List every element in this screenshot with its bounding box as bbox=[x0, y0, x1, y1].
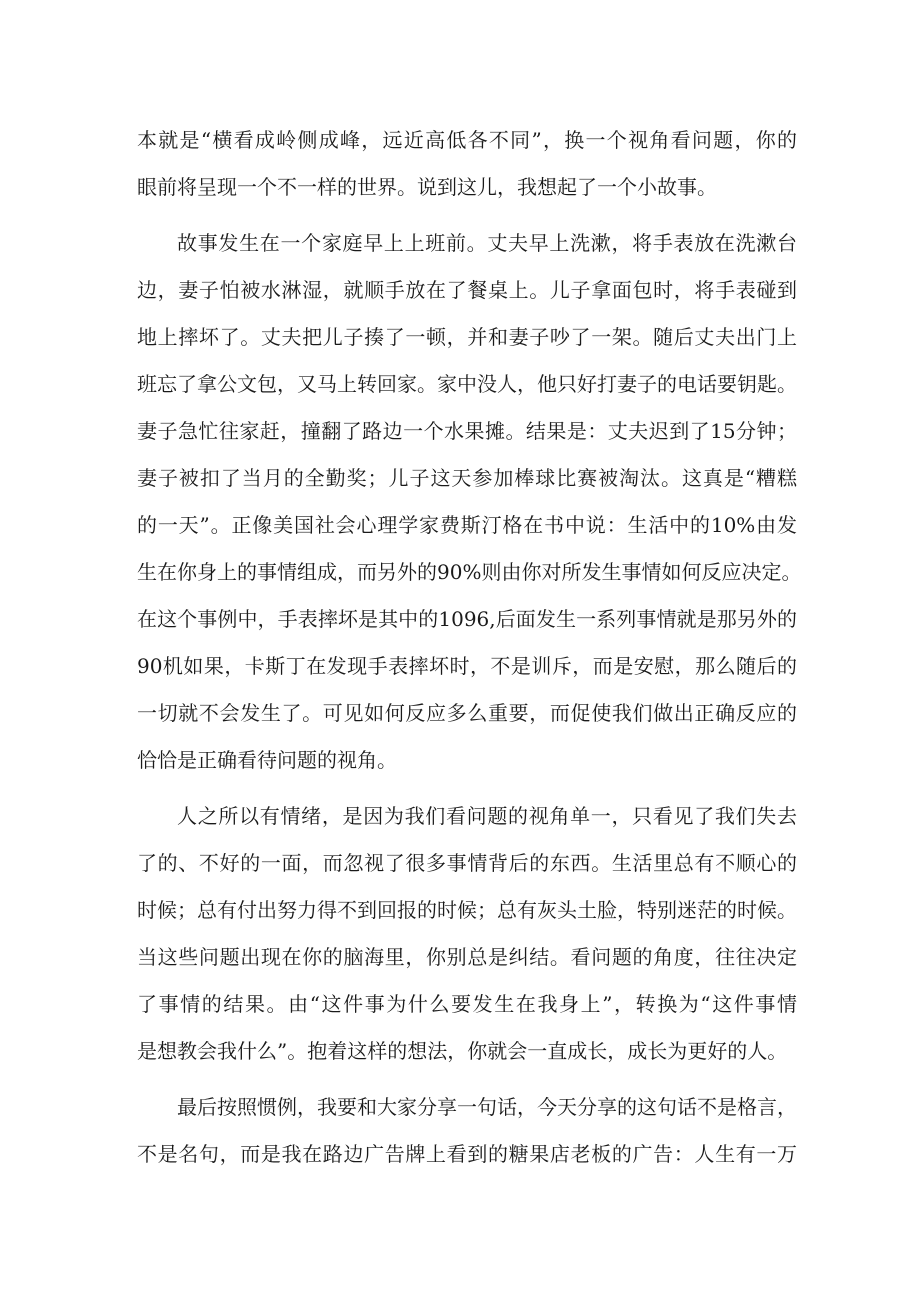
text-line: 地上摔坏了。丈夫把儿子揍了一顿，并和妻子吵了一架。随后丈夫出门上 bbox=[137, 325, 797, 349]
text-line: 是想教会我什么”。抱着这样的想法，你就会一直成长，成长为更好的人。 bbox=[137, 1039, 788, 1063]
text-line: 不是名句，而是我在路边广告牌上看到的糖果店老板的广告：人生有一万 bbox=[137, 1142, 797, 1166]
paragraph bbox=[137, 117, 797, 211]
text-line: 眼前将呈现一个不一样的世界。说到这儿，我想起了一个小故事。 bbox=[137, 175, 717, 199]
text-line: 当这些问题出现在你的脑海里，你别总是纠结。看问题的角度，往往决定 bbox=[137, 945, 797, 969]
text-line: 了事情的结果。由“这件事为什么要发生在我身上”，转换为“这件事情 bbox=[137, 992, 797, 1016]
text-line: 90机如果，卡斯丁在发现手表摔坏时，不是训斥，而是安慰，那么随后的 bbox=[137, 654, 797, 678]
text-line: 故事发生在一个家庭早上上班前。丈夫早上洗漱，将手表放在洗漱台 bbox=[177, 231, 797, 255]
text-line: 的一天”。正像美国社会心理学家费斯汀格在书中说：生活中的10%由发 bbox=[137, 513, 797, 537]
text-line: 生在你身上的事情组成，而另外的90%则由你对所发生事情如何反应决定。 bbox=[137, 560, 802, 584]
paragraph bbox=[137, 1084, 797, 1178]
text-line: 最后按照惯例，我要和大家分享一句话，今天分享的这句话不是格言， bbox=[177, 1095, 797, 1119]
document-body bbox=[137, 117, 802, 1178]
text-line: 一切就不会发生了。可见如何反应多么重要，而促使我们做出正确反应的 bbox=[137, 701, 797, 725]
text-line: 妻子被扣了当月的全勤奖；儿子这天参加棒球比赛被淘汰。这真是“糟糕 bbox=[137, 466, 797, 490]
text-line: 妻子急忙往家赶，撞翻了路边一个水果摊。结果是：丈夫迟到了15分钟； bbox=[137, 419, 797, 443]
text-line: 恰恰是正确看待问题的视角。 bbox=[137, 748, 397, 772]
text-line: 时候；总有付出努力得不到回报的时候；总有灰头土脸，特别迷茫的时候。 bbox=[137, 898, 797, 922]
text-line: 在这个事例中，手表摔坏是其中的1096,后面发生一系列事情就是那另外的 bbox=[137, 607, 797, 631]
text-line: 人之所以有情绪，是因为我们看问题的视角单一，只看见了我们失去 bbox=[177, 804, 797, 828]
paragraph bbox=[137, 220, 802, 784]
text-line: 边，妻子怕被水淋湿，就顺手放在了餐桌上。儿子拿面包时，将手表碰到 bbox=[137, 278, 797, 302]
text-line: 班忘了拿公文包，又马上转回家。家中没人，他只好打妻子的电话要钥匙。 bbox=[137, 372, 797, 396]
text-line: 了的、不好的一面，而忽视了很多事情背后的东西。生活里总有不顺心的 bbox=[137, 851, 797, 875]
paragraph bbox=[137, 793, 797, 1075]
text-line: 本就是“横看成岭侧成峰，远近高低各不同”，换一个视角看问题，你的 bbox=[137, 128, 797, 152]
